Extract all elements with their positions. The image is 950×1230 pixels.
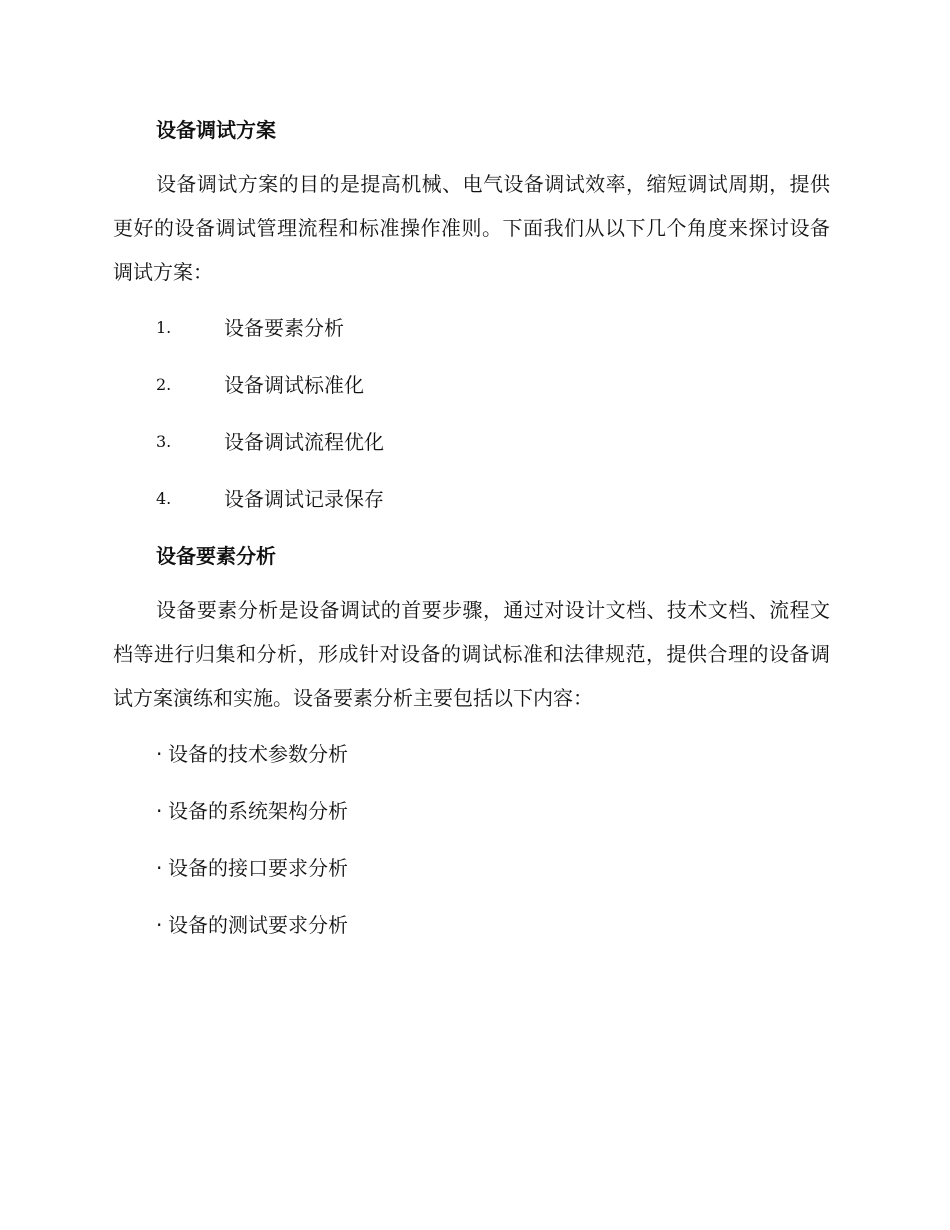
bullet-list [113,734,830,962]
intro-paragraph: 设备调试方案的目的是提高机械、电气设备调试效率，缩短调试周期，提供更好的设备调试管理流程和标准操作准则。下面我们从以下几个角度来探讨设备调试方案： [113,172,830,284]
bullet-dot-icon: · [156,742,163,766]
bullet-dot-icon: · [156,913,163,937]
bullet-item-text: 设备的测试要求分析 [168,913,348,937]
list-item-text: 设备调试流程优化 [224,430,384,454]
bullet-item-text: 设备的技术参数分析 [168,742,348,766]
document-content [113,110,830,962]
bullet-list-item [113,848,830,905]
bullet-item-text: 设备的接口要求分析 [168,856,348,880]
list-item-text: 设备要素分析 [224,316,344,340]
list-number: 2. [156,375,172,394]
bullet-list-item [113,905,830,962]
list-number: 1. [156,318,172,337]
numbered-list-item [113,308,830,365]
list-item-text: 设备调试记录保存 [224,487,384,511]
bullet-list-item [113,791,830,848]
list-number: 4. [156,489,172,508]
bullet-dot-icon: · [156,856,163,880]
analysis-paragraph: 设备要素分析是设备调试的首要步骤，通过对设计文档、技术文档、流程文档等进行归集和分析，形成针对设备的调试标准和法律规范，提供合理的设备调试方案演练和实施。设备要素分析主要包括以下内容： [113,598,830,710]
bullet-list-item [113,734,830,791]
list-item-text: 设备调试标准化 [224,373,364,397]
numbered-list-item [113,365,830,422]
numbered-list [113,308,830,536]
list-number: 3. [156,432,172,451]
section-heading-debug-plan: 设备调试方案 [156,118,276,142]
bullet-item-text: 设备的系统架构分析 [168,799,348,823]
bullet-dot-icon: · [156,799,163,823]
section-heading-element-analysis: 设备要素分析 [156,544,276,568]
numbered-list-item [113,479,830,536]
numbered-list-item [113,422,830,479]
